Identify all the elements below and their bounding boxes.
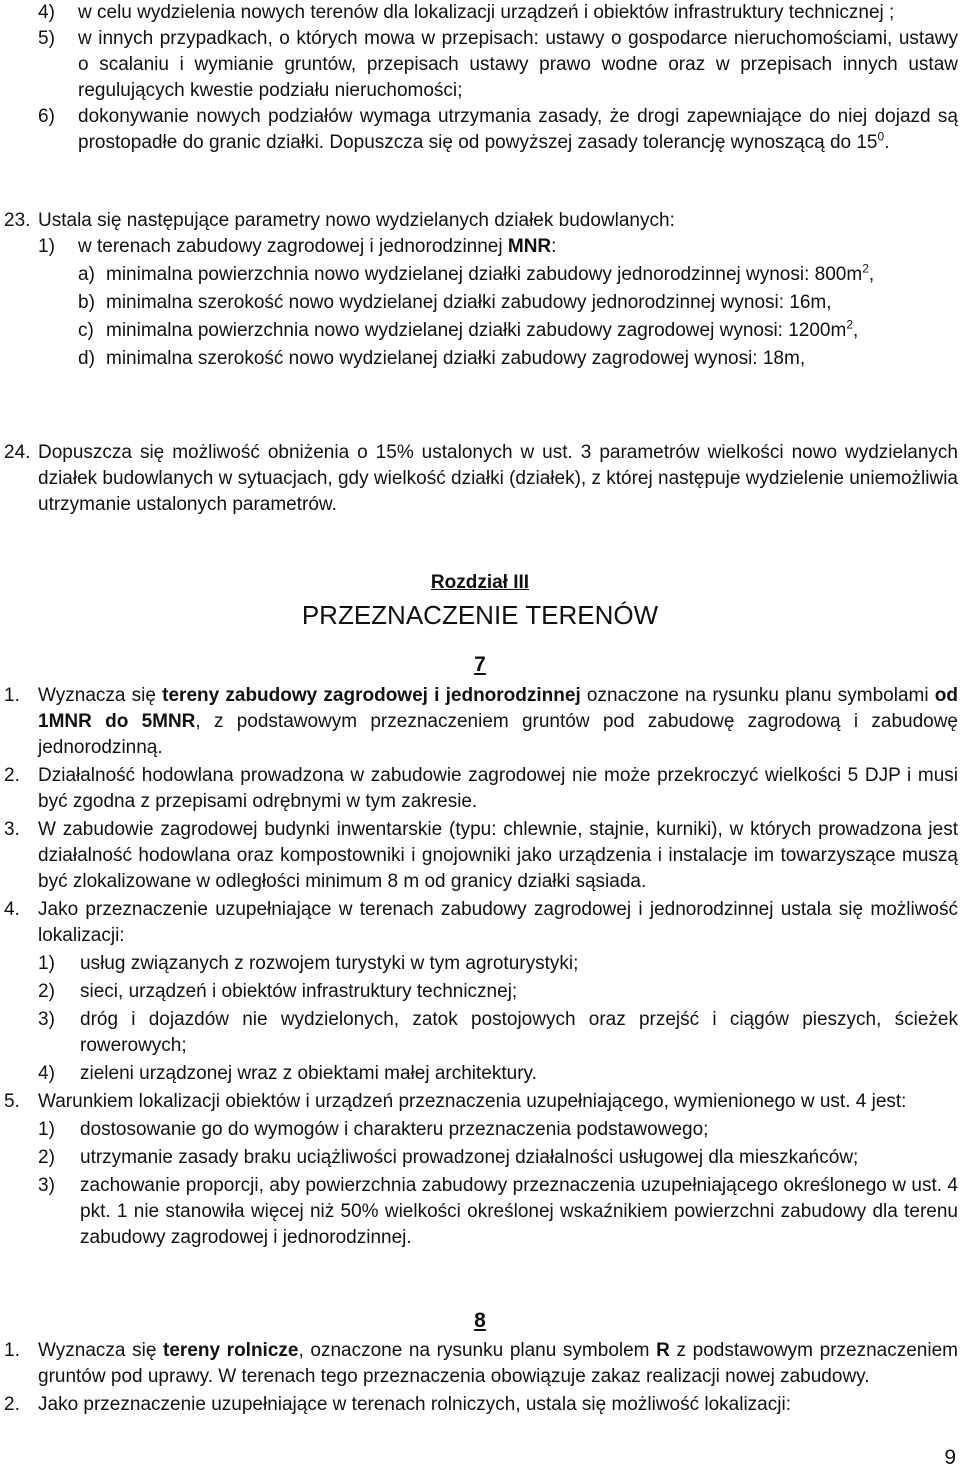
list-item: 1) w terenach zabudowy zagrodowej i jednorodzinnej MNR:: [38, 236, 557, 257]
list-item: d) minimalna szerokość nowo wydzielanej działki zabudowy zagrodowej wynosi: 18m,: [78, 348, 806, 369]
list-item: 1) usług związanych z rozwojem turystyki w tym agroturystyki;: [38, 953, 579, 974]
paragraph: 1. Wyznacza się tereny zabudowy zagrodowej i jednorodzinnej oznaczone na rysunku planu symbolami od 1MNR do 5MNR, z podstawowym przeznaczeniem gruntów pod zabudowę zagrodową i zabudowę jednorodzinną.: [4, 685, 958, 758]
list-item: 2) sieci, urządzeń i obiektów infrastruktury technicznej;: [38, 981, 518, 1002]
item-text: w celu wydzielenia nowych terenów dla lokalizacji urządzeń i obiektów infrastruktury technicznej ;: [78, 2, 895, 23]
list-item: 2) utrzymanie zasady braku uciążliwości prowadzonej działalności usługowej dla mieszkańców;: [38, 1147, 859, 1168]
paragraph: 2. Działalność hodowlana prowadzona w zabudowie zagrodowej nie może przekroczyć wielkości 5 DJP i musi być zgodna z przepisami odrębnymi w tym zakresie.: [4, 765, 958, 812]
chapter-heading: [0, 570, 960, 630]
item-number: 4): [38, 2, 55, 23]
item-text: dokonywanie nowych podziałów wymaga utrzymania zasady, że drogi zapewniające do niej dojazd są prostopadłe do granic działki. Dopuszcza się od powyższej zasady tolerancję wynoszącą do $15^0$.: [78, 106, 958, 153]
list-item: b) minimalna szerokość nowo wydzielanej działki zabudowy jednorodzinnej wynosi: 16m,: [78, 292, 832, 313]
chapter-label: Rozdział III: [430, 572, 530, 593]
list-item: 3) zachowanie proporcji, aby powierzchnia zabudowy przeznaczenia uzupełniającego określonego w ust. 4 pkt. 1 nie stanowiła więcej niż 50% wielkości określonej wskaźnikiem powierzchni zabudowy dla terenu zabudowy zagrodowej i jednorodzinnej.: [38, 1175, 958, 1248]
section-7-heading: 7: [474, 653, 486, 676]
paragraph: 2. Jako przeznaczenie uzupełniające w terenach rolniczych, ustala się możliwość lokalizacji:: [4, 1394, 791, 1415]
list-item: 3) dróg i dojazdów nie wydzielonych, zatok postojowych oraz przejść i ciągów pieszych, ścieżek rowerowych;: [38, 1009, 958, 1056]
list-item: c) minimalna powierzchnia nowo wydzielanej działki zabudowy zagrodowej wynosi: $1200m^2$,: [78, 317, 859, 341]
paragraph: 3. W zabudowie zagrodowej budynki inwentarskie (typu: chlewnie, stajnie, kurniki), w których prowadzona jest działalność hodowlana oraz kompostowniki i gnojowniki jako urządzenia i instalacje im towarzyszące muszą być zlokalizowane w odległości minimum 8 m od granicy działki sąsiada.: [4, 819, 958, 892]
item-text: w innych przypadkach, o których mowa w przepisach: ustawy o gospodarce nieruchomościami, ustawy o scalaniu i wymianie gruntów, przepisach ustawy prawo wodne oraz w przepisach innych ustaw regulujących kwestie podziału nieruchomości;: [78, 28, 958, 101]
paragraph-number: 23.: [4, 210, 31, 231]
top-list: [38, 0, 958, 156]
section-7-body: [4, 683, 958, 1251]
paragraph-24: 24. Dopuszcza się możliwość obniżenia o 15% ustalonych w ust. 3 parametrów wielkości nowo wydzielanych działek budowlanych w sytuacjach, gdy wielkość działki (działek), z której następuje wydzielenie uniemożliwia utrzymanie ustalonych parametrów.: [4, 442, 958, 515]
item-number: 6): [38, 106, 55, 127]
page-number: 9: [944, 1446, 956, 1469]
section-8-body: [4, 1338, 958, 1418]
paragraph-text: Ustala się następujące parametry nowo wydzielanych działek budowlanych:: [38, 210, 675, 231]
list-item: [38, 0, 958, 26]
section-8-heading: 8: [474, 1309, 486, 1332]
paragraph: 4. Jako przeznaczenie uzupełniające w terenach zabudowy zagrodowej i jednorodzinnej ustala się możliwość lokalizacji:: [4, 899, 958, 946]
paragraph: 1. Wyznacza się tereny rolnicze, oznaczone na rysunku planu symbolem R z podstawowym przeznaczeniem gruntów pod uprawy. W terenach tego przeznaczenia obowiązuje zakaz realizacji nowej zabudowy.: [4, 1340, 958, 1387]
list-item: [38, 104, 958, 156]
chapter-title: PRZEZNACZENIE TERENÓW: [301, 600, 659, 630]
paragraph-23: [4, 208, 958, 372]
list-item: 4) zieleni urządzonej wraz z obiektami małej architektury.: [38, 1063, 537, 1084]
list-item: [38, 26, 958, 104]
paragraph: 5. Warunkiem lokalizacji obiektów i urządzeń przeznaczenia uzupełniającego, wymienionego w ust. 4 jest:: [4, 1091, 907, 1112]
list-item: a) minimalna powierzchnia nowo wydzielanej działki zabudowy jednorodzinnej wynosi: $800m^2$,: [78, 261, 875, 285]
item-number: 5): [38, 28, 55, 49]
list-item: 1) dostosowanie go do wymogów i charakteru przeznaczenia podstawowego;: [38, 1119, 709, 1140]
